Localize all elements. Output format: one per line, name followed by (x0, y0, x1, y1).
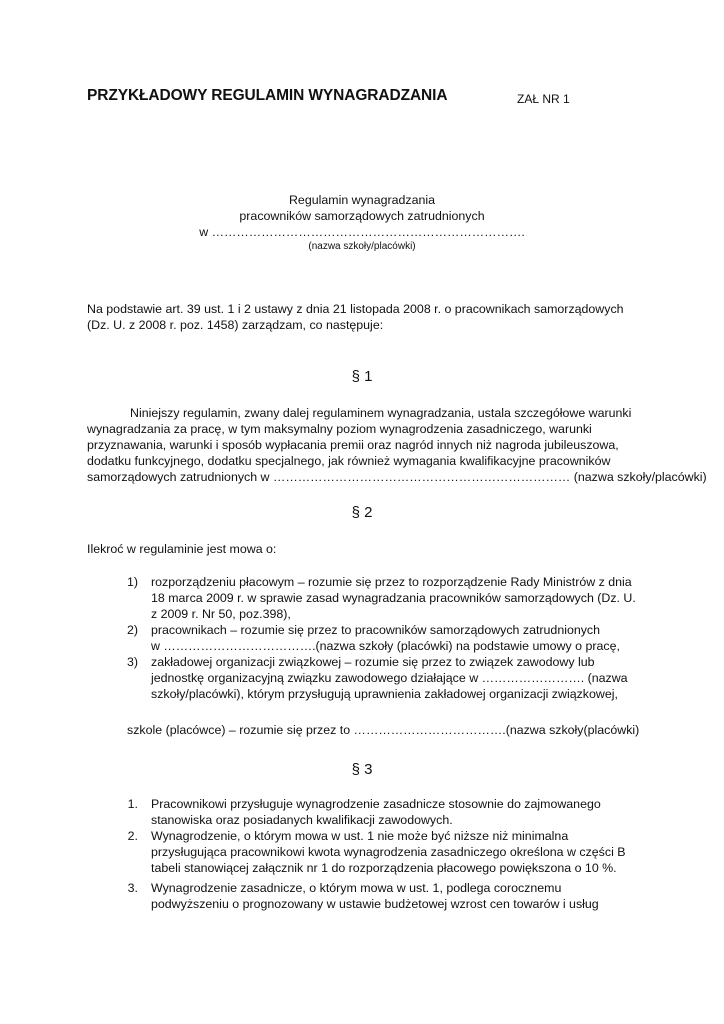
section-3-list (0, 796, 724, 920)
section-2-extra: szkole (placówce) – rozumie się przez to ……………………………….(nazwa szkoły(placówki) (127, 723, 640, 737)
list-item-line: w ……………………………….(nazwa szkoły (placówki) na podstawie umowy o pracę, (151, 639, 620, 653)
section-2-heading: § 2 (351, 504, 373, 521)
list-item-number: 3. (127, 881, 138, 895)
list-item-number: 1. (127, 797, 138, 811)
heading-line-3: w …………………………………………………………………. (199, 225, 525, 239)
s1-line-2: wynagradzania za pracę, w tym maksymalny poziom wynagrodzenia zasadniczego, warunki (87, 422, 592, 436)
list-item-line: 18 marca 2009 r. w sprawie zasad wynagradzania pracowników samorządowych (Dz. U. (151, 591, 636, 605)
list-item-line: przysługująca pracownikowi kwota wynagrodzenia zasadniczego określona w części B (151, 845, 626, 859)
list-item-line: Wynagrodzenie zasadnicze, o którym mowa w ust. 1, podlega corocznemu (151, 881, 562, 895)
list-item-line: tabeli stanowiącej załącznik nr 1 do rozporządzenia płacowego powiększona o 10 %. (151, 861, 617, 875)
intro-paragraph (87, 301, 647, 333)
list-item-number: 1) (126, 575, 138, 589)
list-item-number: 2. (127, 829, 138, 843)
section-3-heading: § 3 (351, 761, 373, 778)
list-item-line: podwyższeniu o prognozowany w ustawie budżetowej wzrost cen towarów i usług (151, 897, 599, 911)
list-item-line: pracownikach – rozumie się przez to pracowników samorządowych zatrudnionych (151, 623, 601, 637)
list-item-number: 3) (126, 655, 138, 669)
heading-line-1: Regulamin wynagradzania (288, 193, 436, 207)
section-2-list (0, 574, 724, 734)
section-1-heading: § 1 (351, 368, 373, 385)
list-item-line: Pracownikowi przysługuje wynagrodzenie zasadnicze stosownie do zajmowanego (151, 797, 601, 811)
s1-line-5: samorządowych zatrudnionych w ……………………………………………………………… (nazwa szkoły/placówki) (87, 470, 707, 484)
list-item-line: zakładowej organizacji związkowej – rozumie się przez to związek zawodowy lub (151, 655, 595, 669)
s1-line-4: dodatku funkcyjnego, dodatku specjalnego, jak również wymagania kwalifikacyjne pracowników (87, 454, 611, 468)
s1-line-1: Niniejszy regulamin, zwany dalej regulaminem wynagradzania, ustala szczegółowe warunki (130, 406, 632, 420)
list-item-number: 2) (126, 623, 138, 637)
list-item-line: szkoły/placówki), którym przysługują uprawnienia zakładowej organizacji związkowej, (151, 687, 618, 701)
list-item-line: rozporządzeniu płacowym – rozumie się przez to rozporządzenie Rady Ministrów z dnia (151, 575, 632, 589)
list-item-line: Wynagrodzenie, o którym mowa w ust. 1 nie może być niższe niż minimalna (151, 829, 569, 843)
intro-line-2: (Dz. U. z 2008 r. poz. 1458) zarządzam, co następuje: (87, 318, 384, 332)
intro-line-1: Na podstawie art. 39 ust. 1 i 2 ustawy z dnia 21 listopada 2008 r. o pracownikach samorządowych (87, 302, 624, 316)
list-item-line: stanowiska oraz posiadanych kwalifikacji zawodowych. (151, 813, 453, 827)
section-1-paragraph (87, 405, 707, 485)
section-2-intro: Ilekroć w regulaminie jest mowa o: (87, 542, 277, 556)
heading-line-2: pracowników samorządowych zatrudnionych (239, 209, 485, 223)
s1-line-3: przyznawania, warunki i sposób wypłacania premii oraz nagród innych niż nagroda jubileuszowa, (87, 438, 619, 452)
list-item-line: z 2009 r. Nr 50, poz.398), (151, 607, 291, 621)
list-item-line: jednostkę organizacyjną związku zawodowego działające w ……………………. (nazwa (151, 671, 628, 685)
attachment-label: ZAŁ NR 1 (517, 92, 570, 106)
heading-line-4: (nazwa szkoły/placówki) (308, 241, 416, 252)
document-title: PRZYKŁADOWY REGULAMIN WYNAGRADZANIA (87, 87, 448, 104)
